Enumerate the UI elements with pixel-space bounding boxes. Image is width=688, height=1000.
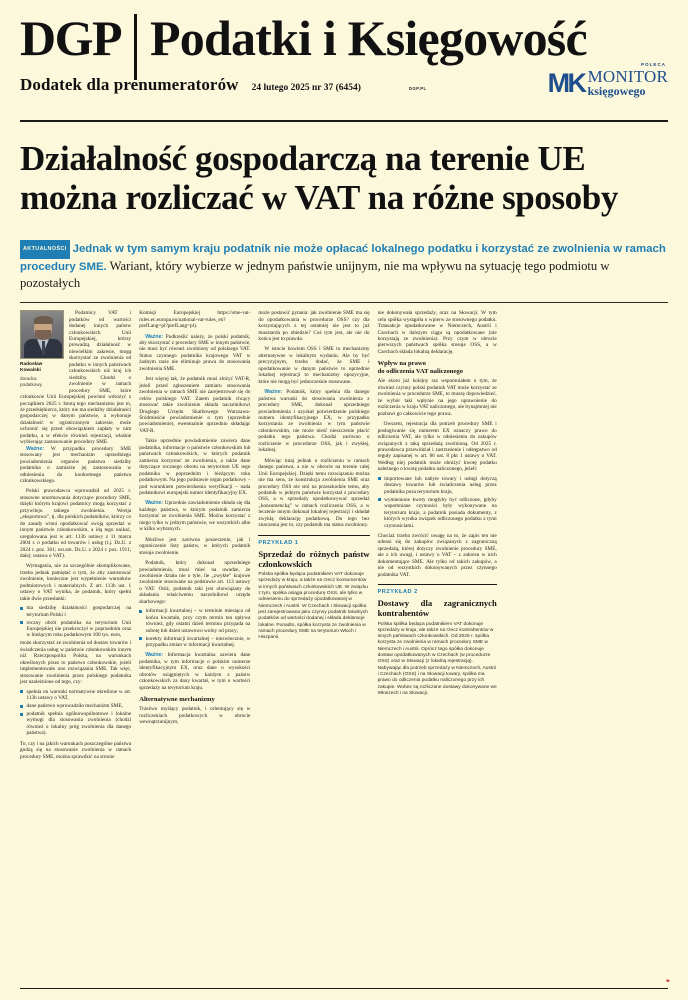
important-marker: Ważne:	[145, 652, 164, 659]
article-paragraph: Podatnik, który dokonał uprzedniego powiadomienia, musi mieć na uwadze, że zwolnienie działa nie o tyle, ile „zwykłe” krajowe zwolnienie stosowane na podstawie art. 113 ustawy o VAT. Otóż, podatnik taki jest obowiązany do składania właściwemu naczelnikowi urzędu skarbowego:	[139, 560, 251, 605]
article-column	[20, 310, 139, 1000]
promo-name-secondary: księgowego	[587, 84, 646, 98]
promo-name: MONITOR	[587, 67, 668, 86]
article-paragraph: Owszem, rejestracja dla potrzeb procedury SME i posługiwanie się numerem EX oznaczy prawo do odliczenia VAT, ale tylko w odniesieniu do zakupów związanych z taką sprzedażą zwolnioną. Od 2025 r. prawodawca przewidział i zastrzeżenie i odstępstwo od reguły zapisanej w art. 86 ust. 8 pkt 1 ustawy o VAT. Według niej podatnik może obniżyć kwotę podatku należnego o kwotę podatku naliczonego, jeżeli:	[377, 421, 497, 473]
article-paragraph: Podatnicy VAT i podatków od wartości dodanej innych państw członkowskich Unii Europejskiej, którzy prowadzą działalność w niewielkim zakresie, mogą skorzystać ze zwolnienia od podatku w innych państwach członkowskich niż kraj ich siedziby. Chodzi o zwolnienie w ramach procedury SME, które członkowie Unii Europejskiej powinni wdrożyć z początkiem 2025 r. Istotą tego mechanizmu jest to, że przedsiębiorca, który nie ma siedziby działalności gospodarczej w danym państwie, a wykonuje działalność w ograniczonym zakresie, może uchronić się przed obowiązkiem zapłaty w nim podatku, a w efekcie również rejestracji, właśnie wybierając zastosowanie procedury SME.	[20, 310, 132, 446]
article-paragraph: Ważne: Podkreślić należy, że polski podatnik, aby skorzystać z procedury SME w innym państwie, nie musi być równeż zwolniony od polskiego VAT. Status czynnego podatnika krajowego VAT w żadnym razie nie eliminuje prawa do stosowania zwolnienia SME.	[139, 333, 251, 372]
article-paragraph: Możliwe jest zarówno poszerzenie, jak i ograniczenie listy państw, w których podatnik stosuje zwolnienie.	[139, 536, 251, 556]
example-body	[378, 622, 497, 698]
important-marker: Ważne:	[264, 389, 283, 396]
article-columns	[20, 310, 668, 1000]
article-paragraph: Jest więcej tak, że podatnik musi złożyć VAT-R, jeżeli przed zgłoszeniem zamiaru stosowania zwolnienia w ramach SME nie zarejestrował się do celów polskiego VAT. Zatem podatnik chcący stosować takie zwolnienie składa naczelnikowi Drugiego Urzędu Skarbowego Warszawa-Śródmieście powiadomienie o tym (uprzednie powiadomienie), ewentualnie uprzednio składając VAT-R.	[139, 376, 251, 434]
article-paragraph: nie dokonywała sprzedaży, oraz na Słowacji. W tym celu spółka wystąpiła o wpierw ze stosownego podatku. Transakcje opodatkowane w Niemczech, Austrii i Czechach w dalszym ciągu są opodatkowane (nie korzystają ze zwolnienia). Przy czym w obrocie pierwszych państwach spółka stosuje OSS, a w Czechach składa lokalną deklarację.	[377, 310, 497, 355]
status-badge: AKTUALNOŚCI	[20, 240, 70, 259]
section-title: Podatki i Księgowość	[150, 10, 587, 66]
article-paragraph: Ważne: W przypadku procedury SME stosowany jest mechanizm uprzedniego powiadomienia organów państwa siedziby podatnika o zamiarze jej zastosowania w odniesieniu do konkretnego państwa członkowskiego.	[20, 445, 132, 484]
masthead-subline	[20, 75, 426, 95]
list-item: importowane lub nabyte towary i usługi dotyczą dostawy towarów lub świadczenia usług przez podatnika poza terytorium kraju,	[378, 476, 497, 495]
article-paragraph: Polski prawodawca wprowadził od 2025 r. stosowne unormowania dotyczące procedury SME, dzięki którym krajowi podatnicy mogą korzystać z przywileju takiego zwolnienia. Wersja „eksportowa”, tj. dla polskich podatników, którzy co do zasady winni opodatkować swoją sprzedaż w innym państwie członkowskim, a idą tego unikać, uregulowana jest w art. 113b ustawy z 11 marca 2004 r. o podatku od towarów i usług (t.j. Dz.U. z 2024 r. poz. 361; ost.zm. Dz.U. z 2024 r. poz. 1911; dalej: ustawa o VAT).	[20, 488, 132, 559]
masthead-divider	[134, 14, 137, 80]
article-paragraph: Ważne: Podatnik, który spełnia dla danego państwa warunki do stosowania zwolnienia z procedury SME, dokonał uprzedniego powiadomienia i uzyskał potwierdzenie polskiego numeru identyfikacyjnego EX, w przypadku korzystania ze zwolnienia w tym państwie członkowskim, nie może nieść nieszczenie płacić podatku tego państwa. Chodzi zarówno o rozliczenie w procedurze OSS, jak i zwykłej, lokalnej.	[258, 389, 370, 454]
list-item: informacji kwartalnej – w terminie miesiąca od końca kwartału, przy czym termin ten upływa również, gdy ostatni dzień terminu przypada na sobotę lub dzień ustawowo wolny od pracy;	[139, 608, 250, 634]
example-box	[258, 535, 369, 642]
headline-line-2: można rozliczać w VAT na różne sposoby	[20, 178, 618, 217]
mk-monogram-icon: MK	[547, 68, 585, 98]
list-item: wymienione kwoty mogłyby być odliczone, gdyby wspomniane czynności były wykonywane na terytorium kraju, a podatnik posiada dokumenty, z których wynika związek odliczonego podatku z tymi czynnościami.	[378, 497, 497, 529]
article-paragraph: Chociaż trzeba zwrócić uwagę na to, że zapis ten nie odnosi się do zakupów związanych z zagraniczną sprzedażą, której dotyczy zwolnienie procedury SME, ale z ich uwagi, i ustawy o VAT – z zakresu w nich dokumentujące SME. Ale tylko od takich zakupów, a nie od wszystkich dokonywanych przez czynnego podatnika VAT.	[377, 532, 497, 578]
promo-logo-row	[548, 69, 668, 98]
list-item: podatnik spełnia ogólnowspólnotowe i lokalne wymogi dla stosowania zwolnienia (chodzi również o lokalny próg zwolnienia dla danego państwa).	[20, 711, 131, 737]
article-column	[378, 310, 497, 1000]
example-title: Dostawy dla zagranicznych kontrahentów	[377, 598, 497, 619]
example-body	[258, 572, 369, 641]
page-headline	[20, 139, 668, 217]
footer-mark: ••	[665, 976, 668, 986]
list-item: roczny obrót podatnika na terytorium Unii Europejskiej nie przekroczył w poprzednim oraz w bieżącym roku podatkowym 100 tys. euro,	[20, 620, 131, 639]
example-tag: PRZYKŁAD 2	[377, 589, 418, 596]
promo-logo-block	[548, 62, 668, 98]
example-title: Sprzedaż do różnych państw członkowskich	[258, 548, 370, 569]
article-paragraph: Trzeźwo myślący podatnik, i orientujący się w rozliczeniach podatkowych w obrocie wewnątrzunijnym,	[139, 706, 251, 726]
bullet-list	[20, 689, 131, 737]
masthead-rule	[20, 120, 668, 122]
bullet-list	[139, 608, 250, 648]
article-column	[139, 310, 258, 1000]
lead-rest: Wariant, który wybierze w jednym państwie unijnym, nie ma wpływu na sytuację tego podmiotu w pozostałych	[20, 259, 610, 290]
lead-rule	[20, 302, 668, 303]
example-box	[378, 584, 497, 697]
article-paragraph: Ważne: Informacja kwartalna zawiera dane podatnika, w tym informacje o polskim numerze identyfikacyjnym EX, oraz dane o wysokości obrotów osiągniętych w każdym z państw członkowskich za dany kwartał, w tym o wartości sprzedaży na terytorium kraju.	[139, 652, 251, 691]
section-subheading: Wpływ na prawo do odliczenia VAT naliczonego	[377, 360, 463, 376]
important-marker: Ważne:	[26, 445, 44, 452]
important-marker: Ważne:	[145, 333, 164, 340]
promo-label: POLECA	[641, 62, 666, 67]
lead-paragraph	[20, 240, 668, 291]
lead-highlight: Jednak w tym samym kraju podatnik nie może opłacać lokalnego podatku i korzystać ze zwolnienia w ramach procedury SME.	[20, 243, 666, 274]
list-item: korekty informacji kwartalnej – niezwłocznie, w przypadku zmian w informacji kwartalnej.	[139, 636, 250, 649]
author-role: doradca podatkowy	[20, 375, 42, 387]
issue-info: 24 lutego 2025 nr 37 (6454)	[251, 83, 361, 93]
example-tag: PRZYKŁAD 1	[258, 539, 299, 546]
masthead	[20, 0, 668, 118]
brand-logo: DGP	[20, 10, 122, 66]
article-column	[258, 310, 377, 1000]
author-portrait	[20, 310, 64, 359]
article-paragraph: W istocie bowiem OSS i SME to mechanizmy alternatywne w lokalnym wydaniu. Ale by być precyzyjnym, trzeba dodać, że SME i opodatkowanie w danym państwie to uprzednie lokalnej rejestracji to mechanizmy opozycyjne, które nie mogą być jednocześnie stosowane.	[258, 346, 370, 385]
list-item: ma siedzibę działalności gospodarczej na terytorium Polski i	[20, 605, 131, 618]
article-paragraph: Ważne: Uprzednie zawiadomienie składa się dla każdego państwa, w którym podatnik zamierza korzystać ze zwolnienia SME. Można korzystać z niego tylko w jednym państwie, we wszystkich albo w kilku wybranych.	[139, 500, 251, 533]
list-item: spełnia on warunki normatywne określone w art. 113b ustawy o VAT,	[20, 689, 131, 702]
article-paragraph: Komisji Europejskiej https://sme-vat-rules.ec.europa.eu/national-vat-rules_en?prefLang=pl?prefLang=pl).	[139, 310, 251, 330]
article-paragraph: może skorzystać ze zwolnienia od dostaw towarów i świadczenia usług w państwie członkowskim innym niż Rzeczpospolita Polska, na warunkach określonych przez to państwo członkowskie, jeżeli implementowało ono rozwiązania SME. Tak więc, stosowanie zwolnienia przez polskiego podatnika jest uzależnione od tego, czy:	[20, 640, 132, 686]
list-item: dane państwo wprowadziło mechanizm SME,	[20, 703, 131, 709]
avatar	[20, 310, 64, 387]
bullet-list	[20, 605, 131, 639]
footer-rule	[20, 988, 668, 989]
site-url: DGP.PL	[408, 86, 427, 91]
important-marker: Ważne:	[145, 500, 164, 507]
article-paragraph: To, czy i na jakich warunkach poszczególne państwa godzą się na stosowanie zwolnienia w ramach procedury SME, można sprawdzić na stronie	[20, 740, 132, 760]
bullet-list	[378, 476, 497, 529]
promo-wordmark	[588, 69, 668, 98]
headline-line-1: Działalność gospodarczą na terenie UE	[20, 139, 586, 178]
article-paragraph: Wymagania, nie za szczególnie skomplikowane, trzeba jednak pamiętać o tym, że aby zastosować zwolnienie, konieczne jest wypełnienie warunków podmiotowych i materialnych. Z art. 113b ust. 1 ustawy o VAT wynika, że podatnik, który spełni takie dwie przesłanki:	[20, 563, 132, 602]
example-paragraph: Polska spółka będąca podatnikiem VAT dokonuje sprzedaży w kraju, ale także na rzecz kontrahentów w innych państwach członkowskich. Od 2025 r. spółka korzysta ze zwolnienia w ramach procedury SME w Niemczech i Austrii. Oprócz tego spółka dokonuje dostaw opodatkowanych w Czechach (w procedurze OSS) oraz w Słowacji (z lokalną rejestracją). Nabywając dla potrzeb sprzedaży w Niemczech, Austrii i Czechach (OSS) i na Słowacji towary, spółka ma prawo do odliczenia podatku naliczonego przy ich zakupie. Wobec są rozliczane dostawy dokonywane we Włoszech i na Słowacji.	[377, 621, 497, 696]
article-paragraph: może postawić pytania: jak zwolnienie SME ma się do opodatkowania w procedurze OSS? czy dla korzystających z tej ostatniej nie jest to już musztarda po obiedzie? Coś tym jest, ale nie do końca jest to prawda.	[258, 310, 370, 343]
page-footer	[20, 976, 668, 989]
example-paragraph: Polska spółka będąca podatnikiem VAT dokonuje sprzedaży w kraju, a także na rzecz konsumentów w innych państwach członkowskich UE. W związku z tym, spółka osiąga procedurę OSS, ale tylko w odniesieniu do sprzedaży opodatkowanej w Niemczech i Austrii. W Czechach i Słowacji spółka jest zarejestrowana jako czynny podatnik lokalnych podatków od wartości dodanej i składa deklaracje lokalne. Ponadto, spółka korzysta ze zwolnienia w ramach procedury SME na terytorium Włoch i Hiszpanii.	[258, 572, 368, 641]
supplement-label: Dodatek dla prenumeratorów	[20, 75, 239, 94]
masthead-title	[20, 12, 587, 80]
article-paragraph: Takie uprzednie powiadomienie zawiera dane podatnika, informacje o państwie członkowskim lub państwach członkowskich, w których podatnik zamierza korzystać ze zwolnienia, a także dane dotyczące rocznego obrotu na terytorium UE tego podatnika w poprzednim i bieżącym roku podatkowym. Na jego podstawie organ podatkowy – pod warunkiem potwierdzenia weryfikacji – nada podatnikowi europejski numer identyfikacyjny EX.	[139, 438, 251, 496]
section-subheading: Alternatywne mechanizmy	[139, 696, 215, 704]
article-paragraph: Ale skoro już kolejny raz wspomniałem o tym, że również czynny polski podatnik VAT może korzystać ze zwolnienia w procedurze SME, to muszę dopowiedzieć, że wybór taki wpłynie na jego uprawnienie do rozliczenia w kraju VAT naliczonego, ale bynajmniej nie pozbawi go całkowicie tego prawa.	[377, 378, 497, 417]
author-name: Radosław Kowalski	[20, 362, 43, 374]
article-paragraph: Mówiąc tutaj jednak o rozliczeniu w ramach danego państwa, a nie w obrocie na terenie całej Unii Europejskiej. Dzięki temu rozwiązaniu można nie ma sens, że konstrukcja zwolnienia SME oraz procedury OSS nie stoi na przeszkodzie temu, aby podatnik w jednym państwie korzystał z procedury OSS, a w sprzedaży opodatkowywać sprzedaż „konsumencką” w ramach rozliczenia OSS, a w leczenie innym dokonał lokalnej rejestracji i składał zwykłą deklarację podatkową. Do tego bez znaczenia jest to, czy podatnik ma status zwolniony.	[258, 457, 370, 529]
